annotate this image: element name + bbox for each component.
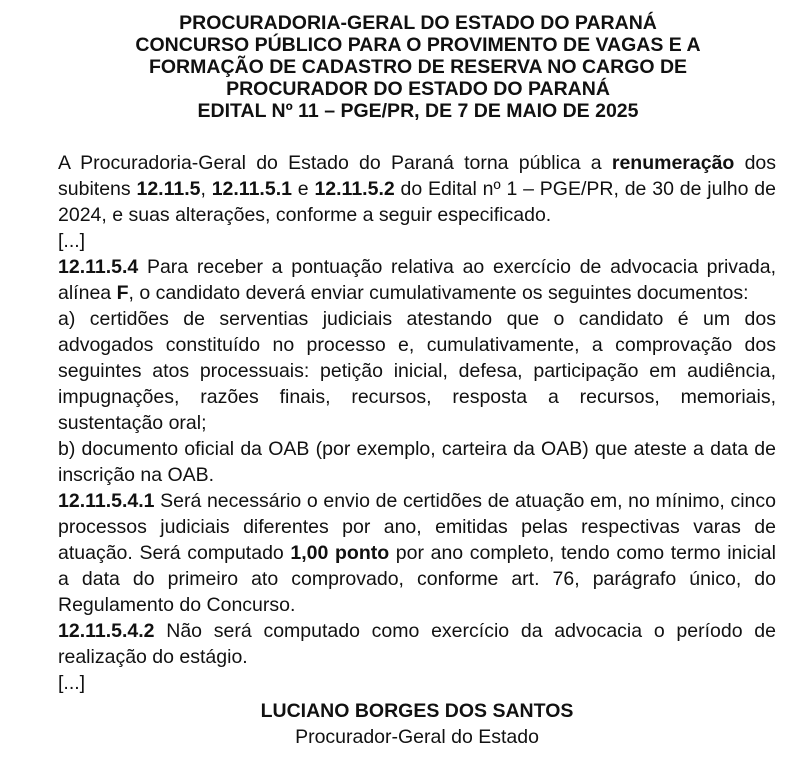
header-line-3: FORMAÇÃO DE CADASTRO DE RESERVA NO CARGO DE	[148, 56, 688, 78]
item-text-2: por ano completo, tendo como termo inicial a data do primeiro ato comprovado, conforme art. 76, parágrafo único, do Regulamento do Concurso.	[58, 542, 776, 616]
intro-bold-4: 12.11.5.2	[314, 178, 395, 200]
item-a: a) certidões de serventias judiciais atestando que o candidato é um dos advogados constituído no processo e, cumulativamente, a comprovação dos seguintes atos processuais: petição inicial, defesa, participação em audiência, impugnações, razões finais, recursos, resposta a recursos, memoriais, sustentação oral;	[58, 308, 776, 434]
item-12-11-5-4-1	[58, 488, 776, 618]
item-text-1: Para receber a pontuação relativa ao exercício de advocacia privada, alínea	[58, 256, 776, 304]
item-number: 12.11.5.4	[58, 256, 139, 278]
item-number: 12.11.5.4.1	[58, 490, 155, 512]
intro-text-4: e	[291, 178, 315, 200]
intro-text-1: A Procuradoria-Geral do Estado do Paraná torna pública a	[58, 152, 612, 174]
item-text-1: Não será computado como exercício da advocacia o período de realização do estágio.	[58, 620, 776, 668]
intro-bold-2: 12.11.5	[136, 178, 201, 200]
ellipsis-2: [...]	[58, 672, 86, 694]
intro-text-5: do Edital nº 1 – PGE/PR, de 30 de julho de 2024, e suas alterações, conforme a seguir especificado.	[58, 178, 776, 226]
intro-text-2: dos subitens	[58, 152, 777, 200]
intro-bold-3: 12.11.5.1	[211, 178, 292, 200]
document-header	[0, 12, 806, 122]
header-line-4: PROCURADOR DO ESTADO DO PARANÁ	[226, 78, 610, 100]
item-bold: F	[116, 282, 129, 304]
signatory-name: LUCIANO BORGES DOS SANTOS	[260, 700, 574, 722]
item-text-2: , o candidato deverá enviar cumulativamente os seguintes documentos:	[128, 282, 749, 304]
ellipsis-1: [...]	[58, 230, 86, 252]
item-bold: 1,00 ponto	[290, 542, 390, 564]
header-line-1: PROCURADORIA-GERAL DO ESTADO DO PARANÁ	[179, 12, 657, 34]
signatory-role: Procurador-Geral do Estado	[295, 726, 539, 748]
intro-bold-1: renumeração	[611, 152, 735, 174]
header-line-2: CONCURSO PÚBLICO PARA O PROVIMENTO DE VAGAS E A	[135, 34, 701, 56]
intro-text-3: ,	[200, 178, 212, 200]
document-body	[58, 150, 776, 750]
header-line-5: EDITAL Nº 11 – PGE/PR, DE 7 DE MAIO DE 2025	[197, 100, 639, 122]
item-12-11-5-4	[58, 254, 776, 306]
item-b: b) documento oficial da OAB (por exemplo, carteira da OAB) que ateste a data de inscrição na OAB.	[58, 438, 776, 486]
item-number: 12.11.5.4.2	[58, 620, 155, 642]
item-12-11-5-4-2	[58, 618, 776, 670]
signature-block	[58, 698, 776, 750]
item-text-1: Será necessário o envio de certidões de atuação em, no mínimo, cinco processos judiciais diferentes por ano, emitidas pelas respectivas varas de atuação. Será computado	[58, 490, 776, 564]
intro-paragraph	[58, 150, 776, 228]
